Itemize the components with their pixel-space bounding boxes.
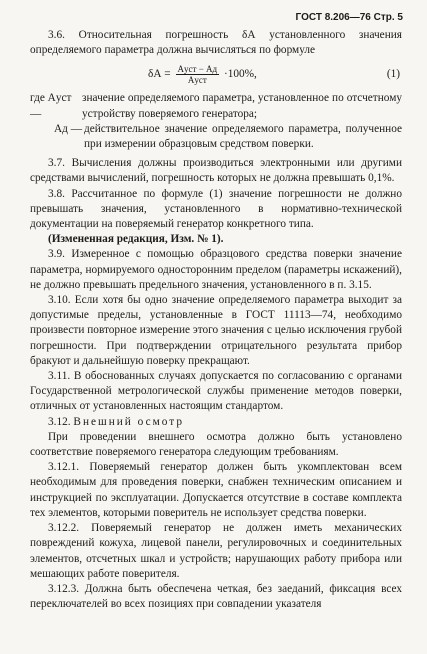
edition-note: (Измененная редакция, Изм. № 1). [48,233,224,246]
paragraph-3-6: 3.6. Относительная погрешность δА установленного значения определяемого параметра должна вычисляться по формуле [30,29,402,57]
where-label-2: Aд — [53,122,82,135]
paragraph-3-11: 3.11. В обоснованных случаях допускается по согласованию с органами Государственной метрологической службы применение методов поверки, отличных от установленных настоящим стандартом. [30,370,402,413]
formula-rhs: ·100%, [223,68,257,81]
formula-1 [30,59,402,89]
paragraph-3-10: 3.10. Если хотя бы одно значение определяемого параметра выходит за допустимые пределы, установленные в ГОСТ 11113—74, необходимо произвести повторное измерение этого значения с целью исключения грубой погрешности. При подтверждении отрицательного результата прибор бракуют и дальнейшую поверку прекращают. [30,294,402,367]
formula-number: (1) [386,68,400,81]
section-title: Внешний осмотр [73,415,184,428]
paragraph-3-9: 3.9. Измеренное с помощью образцового средства поверки значение параметра, нормируемого односторонним пределом (параметры искажений), не должно превышать предельного значения, установленного в п. 3.15. [30,248,402,291]
where-text-1: значение определяемого параметра, установленное по отсчетному устройству поверяемого генератора; [82,92,402,120]
paragraph-3-12: При проведении внешнего осмотра должно быть установлено соответствие поверяемого генератора следующим требованиям. [30,430,402,459]
formula-denominator: Aуст [187,75,207,86]
document-body [30,28,402,612]
paragraph-3-8: 3.8. Рассчитанное по формуле (1) значение погрешности не должно превышать значения, установленного в нормативно-технической документации на поверяемый генератор конкретного типа. [30,187,402,231]
paragraph-3-12-1: 3.12.1. Поверяемый генератор должен быть укомплектован всем необходимым для проведения поверки, снабжен техническим описанием и инструкцией по эксплуатации. Допускается отсутствие в составе комплекта тех элементов, которыми поверитель не использует средства поверки. [30,461,402,519]
paragraph-3-12-3: 3.12.3. Должна быть обеспечена четкая, без заеданий, фиксация всех переключателей во всех позициях при совпадении указателя [30,582,402,611]
where-label: где Aуст — [30,92,72,120]
formula-expression [148,64,257,85]
where-definition-2 [30,122,402,152]
section-number: 3.12. [48,415,71,428]
paragraph-3-12-2: 3.12.2. Поверяемый генератор не должен иметь механических повреждений кожуха, лицевой панели, регулировочных и соединительных элементов, отсчетных шкал и устройств; нарушающих работу прибора или мешающих работе поверителя. [30,522,402,580]
section-3-12-heading [30,415,402,430]
page-header: ГОСТ 8.206—76 Стр. 5 [295,12,403,23]
where-text-2: действительное значение определяемого параметра, полученное при измерении образцовым средством поверки. [84,122,402,151]
formula-lhs: δА = [148,68,171,81]
paragraph-3-7: 3.7. Вычисления должны производиться электронными или другими средствами вычислений, погрешность которых не должна превышать 0,1%. [30,157,402,185]
formula-fraction [176,64,220,85]
where-definition-1 [30,91,402,121]
formula-numerator: Aуст − Aд [177,64,218,75]
